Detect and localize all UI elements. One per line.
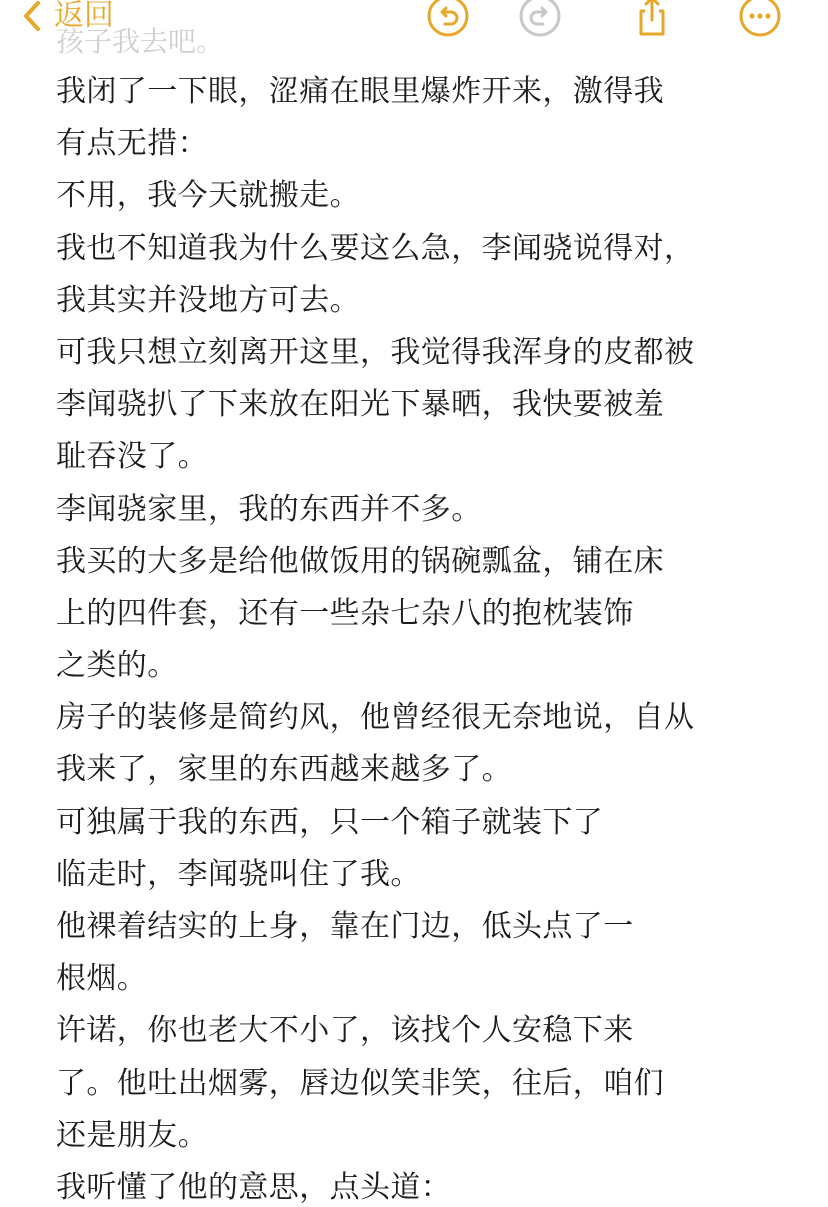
note-line: 根烟。 xyxy=(56,961,148,997)
note-line: 李闻骁扒了下来放在阳光下暴晒，我快要被羞 xyxy=(56,387,664,423)
note-line: 了。他吐出烟雾，唇边似笑非笑，往后，咱们 xyxy=(56,1065,664,1101)
note-line: 我闭了一下眼，涩痛在眼里爆炸开来，激得我 xyxy=(56,74,664,109)
redo-button[interactable] xyxy=(518,0,562,38)
note-line: 李闻骁家里，我的东西并不多。 xyxy=(56,491,482,527)
share-button[interactable] xyxy=(630,0,674,38)
more-button[interactable] xyxy=(738,0,782,38)
more-icon xyxy=(738,0,782,38)
undo-icon xyxy=(426,0,470,38)
note-line: 不用，我今天就搬走。 xyxy=(56,178,360,214)
note-line: 我买的大多是给他做饭用的锅碗瓢盆，铺在床 xyxy=(56,543,664,579)
redo-icon xyxy=(518,0,562,38)
note-line: 许诺，你也老大不小了，该找个人安稳下来 xyxy=(56,1013,634,1049)
back-button[interactable] xyxy=(22,0,114,36)
top-toolbar xyxy=(0,0,828,44)
note-line: 之类的。 xyxy=(56,648,178,684)
note-line: 可独属于我的东西，只一个箱子就装下了 xyxy=(56,804,604,840)
note-line: 有点无措： xyxy=(56,126,208,162)
note-line: 我也不知道我为什么要这么急，李闻骁说得对， xyxy=(56,230,695,266)
undo-button[interactable] xyxy=(426,0,470,38)
share-icon xyxy=(630,0,674,38)
note-line: 我听懂了他的意思，点头道： xyxy=(56,1169,452,1205)
note-line: 可我只想立刻离开这里，我觉得我浑身的皮都被 xyxy=(56,334,695,370)
note-line: 他裸着结实的上身，靠在门边，低头点了一 xyxy=(56,909,634,944)
note-line: 还是朋友。 xyxy=(56,1117,208,1153)
note-line: 临走时，李闻骁叫住了我。 xyxy=(56,856,421,892)
back-label: 返回 xyxy=(54,0,114,33)
note-line: 我来了，家里的东西越来越多了。 xyxy=(56,752,512,788)
note-body[interactable] xyxy=(56,66,776,1207)
faded-previous-line: 孩子我去吧。 xyxy=(56,25,225,58)
note-line: 上的四件套，还有一些杂七杂八的抱枕装饰 xyxy=(56,595,634,631)
note-line: 我其实并没地方可去。 xyxy=(56,282,360,318)
note-line: 房子的装修是简约风，他曾经很无奈地说，自从 xyxy=(56,700,695,736)
chevron-left-icon xyxy=(22,0,42,32)
note-line: 耻吞没了。 xyxy=(56,439,208,475)
